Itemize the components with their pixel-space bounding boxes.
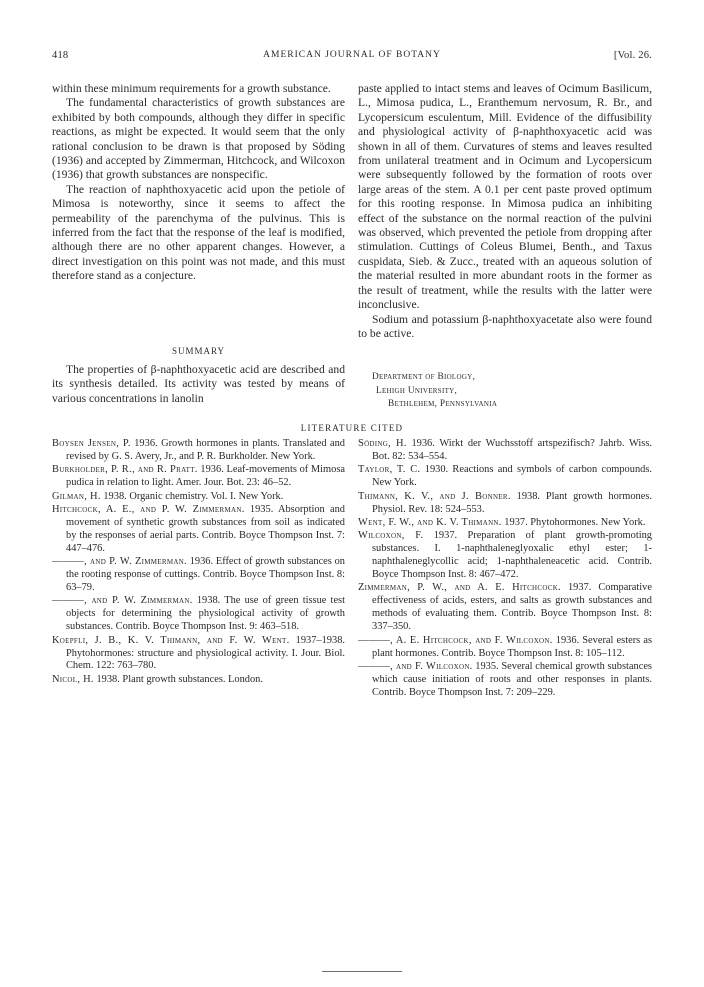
reference-details: 1936. Growth hormones in plants. Translated and revised by G. S. Avery, Jr., and P. R. Burkholder. New York. <box>66 438 345 462</box>
reference-authors: Wilcoxon, F. <box>358 530 424 542</box>
summary-heading: SUMMARY <box>171 346 225 356</box>
reference-authors: Koepfli, J. B., K. V. Thimann, and F. W. Went. <box>52 634 290 646</box>
address-line: Bethlehem, Pennsylvania <box>388 399 498 409</box>
reference-entry <box>52 674 345 687</box>
reference-entry <box>52 595 345 634</box>
reference-entry <box>52 504 345 556</box>
reference-entry <box>52 491 345 504</box>
right-column <box>358 82 652 341</box>
reference-entry <box>52 464 345 490</box>
reference-authors: ———, and P. W. Zimmerman. <box>52 556 187 568</box>
literature-heading: LITERATURE CITED <box>300 423 404 433</box>
reference-details: 1938. Organic chemistry. Vol. I. New York. <box>103 490 284 502</box>
reference-entry <box>52 438 345 464</box>
reference-details: 1935. Several chemical growth substances which cause initiation of roots and other responses in plants. Contrib. Boyce Thompson Inst. 7: 209–229. <box>372 660 652 698</box>
reference-entry <box>358 438 652 464</box>
reference-entry <box>358 530 652 582</box>
paragraph: Sodium and potassium β-naphthoxyacetate also were found to be active. <box>358 312 652 340</box>
reference-authors: Boysen Jensen, P. <box>52 438 131 449</box>
reference-authors: Gilman, H. <box>52 490 101 502</box>
journal-title: AMERICAN JOURNAL OF BOTANY <box>263 50 441 60</box>
reference-details: 1936. Wirkt der Wuchsstoff artspezifisch? Jahrb. Wiss. Bot. 82: 534–554. <box>372 438 652 462</box>
reference-details: 1936. Leaf-movements of Mimosa pudica in relation to light. Amer. Jour. Bot. 23: 46–52. <box>66 464 345 489</box>
reference-details: 1938. Plant growth hormones. Physiol. Rev. 18: 524–553. <box>372 490 652 515</box>
paragraph: The properties of β-naphthoxyacetic acid are described and its synthesis detailed. Its activity was tested by means of various concentrations in lanolin <box>52 363 345 405</box>
reference-authors: Taylor, T. C. <box>358 464 421 476</box>
reference-details: 1936. Several esters as plant hormones. Contrib. Boyce Thompson Inst. 8: 105–112. <box>372 634 652 659</box>
page-number: 418 <box>52 50 69 61</box>
paragraph: paste applied to intact stems and leaves of Ocimum Basilicum, L., Mimosa pudica, L., Eranthemum nervosum, R. Br., and Lycopersicum esculentum, Mill. Evidence of the diffusibility and physiological activity of β-naphthoxyacetic acid was shown in all of them. Curvatures of stems and leaves resulted from unilateral treatment and in Ocimum and Lycopersicum were subsequently followed by the formation of roots over large areas of the stem. A 0.1 per cent paste proved optimum for this rooting response. In Mimosa pudica an inhibiting effect of the substance on the normal reaction of the pulvini was observed, which prevented the petiole from dropping after stimulation. Cuttings of Coleus Blumei, Benth., and Taxus cuspidata, Sieb. & Zucc., treated with an aqueous solution of the material resulted in more abundant roots in the former as the result of treatment, while the results with the latter were inconclusive. <box>358 82 652 312</box>
address-line: Lehigh University, <box>376 385 458 396</box>
paragraph: within these minimum requirements for a growth substance. <box>52 82 331 95</box>
reference-entry <box>358 582 652 634</box>
reference-authors: Söding, H. <box>358 438 407 449</box>
reference-details: 1937. Preparation of plant growth-promoting substances. I. 1-naphthaleneglyoxalic ethyl ester; 1-naphthaleneglycollic acid; 1-naphthaleneacetic acid. Contrib. Boyce Thompson Inst. 8: 467–472. <box>372 530 652 581</box>
reference-entry <box>52 635 345 674</box>
reference-details: 1936. Effect of growth substances on the rooting response of cuttings. Contrib. Boyce Thompson Inst. 8: 63–79. <box>66 556 345 593</box>
reference-entry <box>358 517 652 530</box>
reference-authors: ———, and P. W. Zimmerman. <box>52 595 193 607</box>
left-column <box>52 82 345 284</box>
reference-entry <box>358 661 652 700</box>
reference-entry <box>358 635 652 661</box>
footer-rule <box>322 971 402 972</box>
reference-authors: Went, F. W., and K. V. Thimann. <box>358 516 502 528</box>
reference-details: 1935. Absorption and movement of synthetic growth substances from soil as indicated by the responses of aerial parts. Contrib. Boyce Thompson Inst. 7: 447–476. <box>66 504 346 554</box>
reference-authors: Hitchcock, A. E., and P. W. Zimmerman. <box>52 504 245 516</box>
reference-authors: ———, A. E. Hitchcock, and F. Wilcoxon. <box>358 634 553 646</box>
reference-details: 1937. Phytohormones. New York. <box>504 516 646 528</box>
reference-authors: ———, and F. Wilcoxon. <box>358 660 473 672</box>
reference-authors: Burkholder, P. R., and R. Pratt. <box>52 464 198 476</box>
address-line: Department of Biology, <box>372 372 476 382</box>
references-right <box>358 438 652 700</box>
reference-entry <box>52 556 345 595</box>
reference-authors: Zimmerman, P. W., and A. E. Hitchcock. <box>358 582 561 594</box>
summary-text <box>52 363 345 406</box>
reference-details: 1937–1938. Phytohormones: structure and physiological activity. I. Jour. Biol. Chem. 122: 763–780. <box>66 634 345 672</box>
reference-authors: Nicol, H. <box>52 673 94 685</box>
running-header <box>52 50 652 64</box>
reference-details: 1930. Reactions and symbols of carbon compounds. New York. <box>372 464 652 489</box>
references-left <box>52 438 345 687</box>
reference-authors: Thimann, K. V., and J. Bonner. <box>358 490 511 502</box>
author-address <box>372 371 497 412</box>
reference-details: 1937. Comparative effectiveness of acids, esters, and salts as growth substances and methods of evaluating them. Contrib. Boyce Thompson Inst. 8: 337–350. <box>372 582 652 633</box>
volume-label: [Vol. 26. <box>613 50 652 61</box>
paragraph: The fundamental characteristics of growth substances are exhibited by both compounds, although they differ in specific reactions, as might be expected. It would seem that the only rational conclusion to be drawn is that proposed by Söding (1936) and accepted by Zimmerman, Hitchcock, and Wilcoxon (1936) that growth substances are nonspecific. <box>52 96 345 182</box>
reference-details: 1938. The use of green tissue test objects for determining the physiological activity of growth substances. Contrib. Boyce Thompson Inst. 9: 463–518. <box>66 595 345 633</box>
paragraph: The reaction of naphthoxyacetic acid upon the petiole of Mimosa is noteworthy, since it seems to affect the permeability of the parenchyma of the pulvinus. This is inferred from the fact that the response of the leaf is modified, although there are no other apparent changes. However, a direct investigation on this point was not made, and this must therefore stand as a conjecture. <box>52 182 345 283</box>
reference-details: 1938. Plant growth substances. London. <box>96 673 263 685</box>
reference-entry <box>358 491 652 517</box>
reference-entry <box>358 464 652 490</box>
